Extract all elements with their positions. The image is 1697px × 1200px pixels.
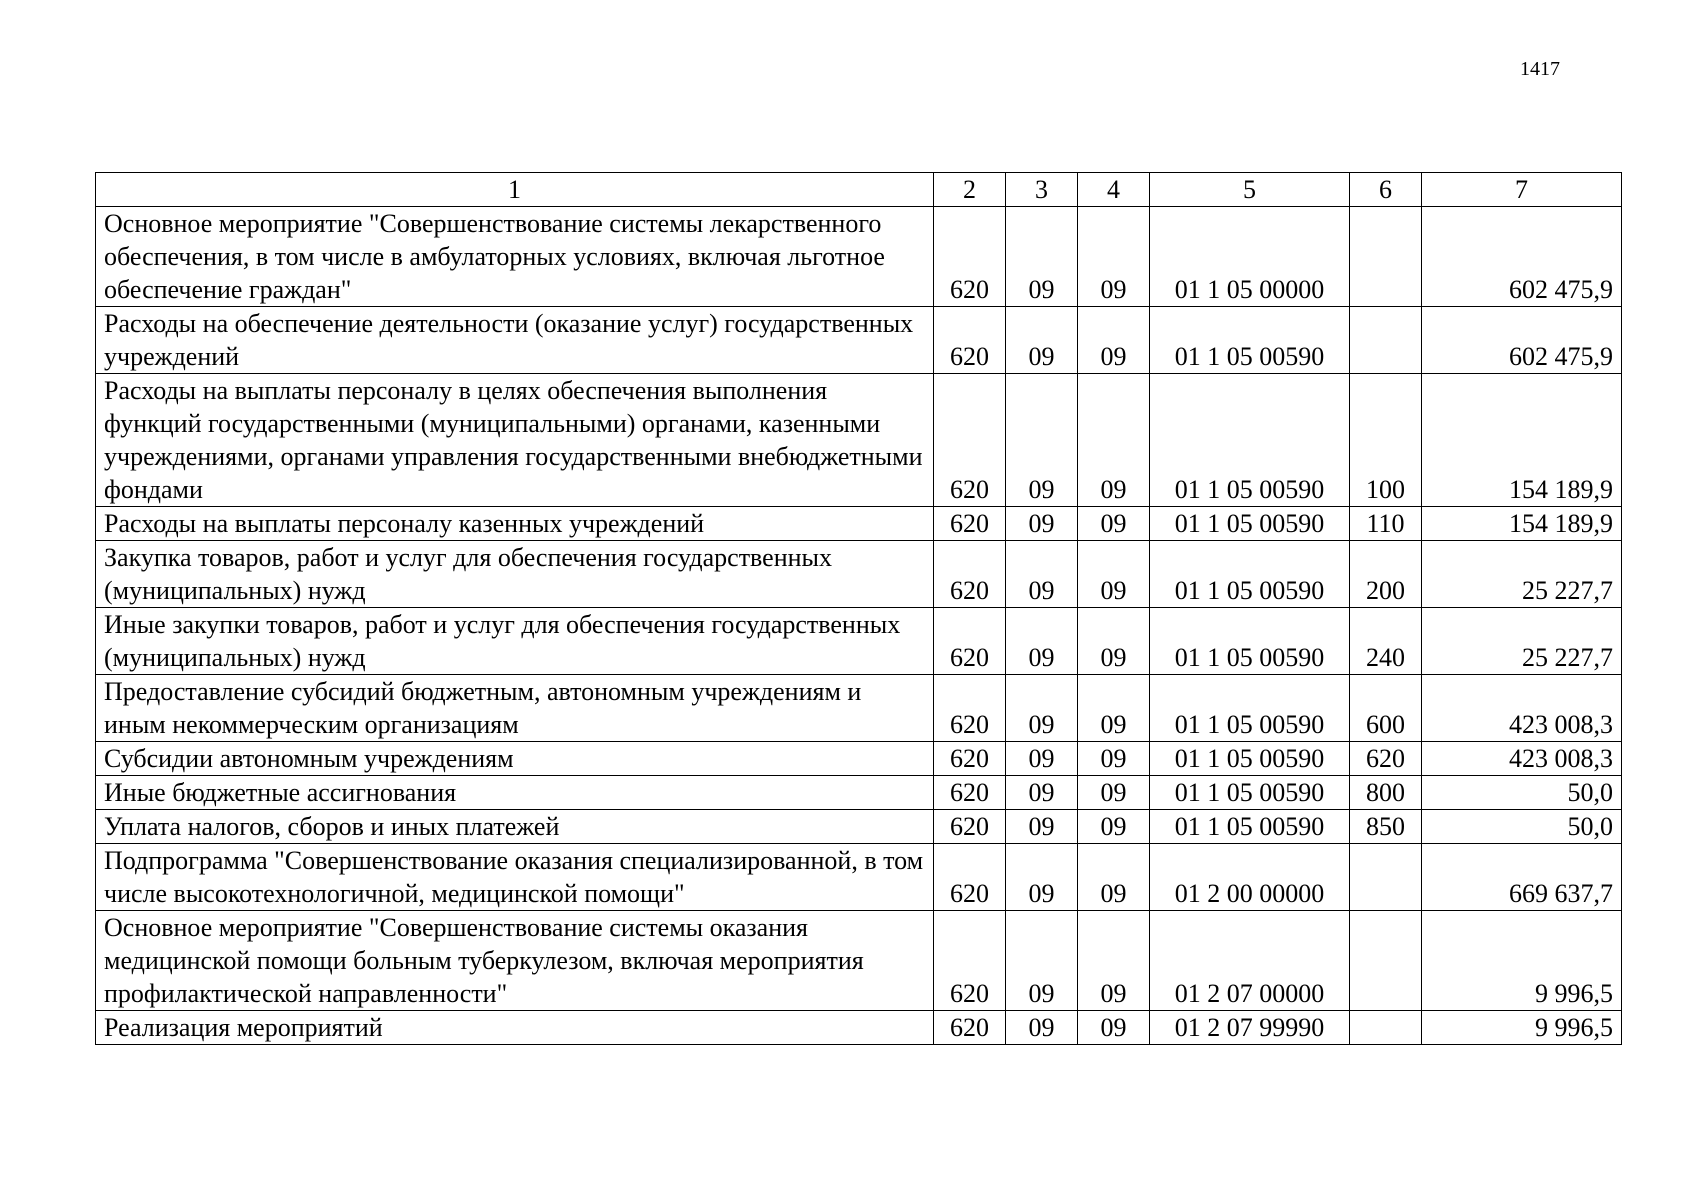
- row-name: Расходы на выплаты персоналу казенных учреждений: [96, 507, 934, 541]
- expense-type-code: 200: [1350, 541, 1422, 608]
- expense-type-code: [1350, 911, 1422, 1011]
- section-code: 09: [1006, 911, 1078, 1011]
- table-row: [96, 742, 1622, 776]
- ministry-code: 620: [934, 776, 1006, 810]
- section-code: 09: [1006, 742, 1078, 776]
- subsection-code: 09: [1078, 810, 1150, 844]
- table-row: [96, 844, 1622, 911]
- target-article-code: 01 1 05 00590: [1150, 374, 1350, 507]
- target-article-code: 01 1 05 00590: [1150, 608, 1350, 675]
- row-name: Иные закупки товаров, работ и услуг для обеспечения государственных (муниципальных) нужд: [96, 608, 934, 675]
- ministry-code: 620: [934, 742, 1006, 776]
- subsection-code: 09: [1078, 207, 1150, 307]
- ministry-code: 620: [934, 207, 1006, 307]
- ministry-code: 620: [934, 911, 1006, 1011]
- row-name: Реализация мероприятий: [96, 1011, 934, 1045]
- ministry-code: 620: [934, 675, 1006, 742]
- expense-type-code: 110: [1350, 507, 1422, 541]
- row-name: Закупка товаров, работ и услуг для обеспечения государственных (муниципальных) нужд: [96, 541, 934, 608]
- amount: 9 996,5: [1422, 911, 1622, 1011]
- section-code: 09: [1006, 307, 1078, 374]
- amount: 25 227,7: [1422, 608, 1622, 675]
- ministry-code: 620: [934, 307, 1006, 374]
- amount: 602 475,9: [1422, 307, 1622, 374]
- subsection-code: 09: [1078, 507, 1150, 541]
- expense-type-code: [1350, 1011, 1422, 1045]
- section-code: 09: [1006, 541, 1078, 608]
- amount: 669 637,7: [1422, 844, 1622, 911]
- column-header-2: 2: [934, 173, 1006, 207]
- subsection-code: 09: [1078, 374, 1150, 507]
- target-article-code: 01 1 05 00590: [1150, 675, 1350, 742]
- expense-type-code: 850: [1350, 810, 1422, 844]
- amount: 50,0: [1422, 810, 1622, 844]
- header-row: [96, 173, 1622, 207]
- column-header-5: 5: [1150, 173, 1350, 207]
- section-code: 09: [1006, 608, 1078, 675]
- amount: 423 008,3: [1422, 675, 1622, 742]
- table-row: [96, 307, 1622, 374]
- subsection-code: 09: [1078, 776, 1150, 810]
- column-header-3: 3: [1006, 173, 1078, 207]
- column-header-4: 4: [1078, 173, 1150, 207]
- budget-table: [95, 172, 1622, 1045]
- page-number: 1417: [1520, 58, 1560, 80]
- subsection-code: 09: [1078, 1011, 1150, 1045]
- table-row: [96, 608, 1622, 675]
- row-name: Основное мероприятие "Совершенствование системы оказания медицинской помощи больным туберкулезом, включая мероприятия профилактической направленности": [96, 911, 934, 1011]
- expense-type-code: 600: [1350, 675, 1422, 742]
- row-name: Подпрограмма "Совершенствование оказания специализированной, в том числе высокотехнологичной, медицинской помощи": [96, 844, 934, 911]
- column-header-6: 6: [1350, 173, 1422, 207]
- section-code: 09: [1006, 810, 1078, 844]
- expense-type-code: 620: [1350, 742, 1422, 776]
- ministry-code: 620: [934, 541, 1006, 608]
- amount: 423 008,3: [1422, 742, 1622, 776]
- target-article-code: 01 1 05 00590: [1150, 776, 1350, 810]
- row-name: Основное мероприятие "Совершенствование системы лекарственного обеспечения, в том числе в амбулаторных условиях, включая льготное обеспечение граждан": [96, 207, 934, 307]
- amount: 50,0: [1422, 776, 1622, 810]
- section-code: 09: [1006, 844, 1078, 911]
- table-row: [96, 675, 1622, 742]
- target-article-code: 01 2 00 00000: [1150, 844, 1350, 911]
- subsection-code: 09: [1078, 844, 1150, 911]
- table-row: [96, 374, 1622, 507]
- row-name: Расходы на выплаты персоналу в целях обеспечения выполнения функций государственными (муниципальными) органами, казенными учреждениями, органами управления государственными внебюджетными фондами: [96, 374, 934, 507]
- table-row: [96, 207, 1622, 307]
- subsection-code: 09: [1078, 307, 1150, 374]
- row-name: Субсидии автономным учреждениям: [96, 742, 934, 776]
- row-name: Расходы на обеспечение деятельности (оказание услуг) государственных учреждений: [96, 307, 934, 374]
- target-article-code: 01 2 07 00000: [1150, 911, 1350, 1011]
- amount: 602 475,9: [1422, 207, 1622, 307]
- table-row: [96, 911, 1622, 1011]
- section-code: 09: [1006, 675, 1078, 742]
- subsection-code: 09: [1078, 742, 1150, 776]
- table-row: [96, 1011, 1622, 1045]
- expense-type-code: 240: [1350, 608, 1422, 675]
- subsection-code: 09: [1078, 608, 1150, 675]
- target-article-code: 01 1 05 00590: [1150, 541, 1350, 608]
- ministry-code: 620: [934, 507, 1006, 541]
- target-article-code: 01 1 05 00590: [1150, 307, 1350, 374]
- subsection-code: 09: [1078, 541, 1150, 608]
- amount: 154 189,9: [1422, 507, 1622, 541]
- target-article-code: 01 1 05 00590: [1150, 742, 1350, 776]
- column-header-1: 1: [96, 173, 934, 207]
- table-row: [96, 507, 1622, 541]
- table-row: [96, 776, 1622, 810]
- table-row: [96, 810, 1622, 844]
- row-name: Уплата налогов, сборов и иных платежей: [96, 810, 934, 844]
- subsection-code: 09: [1078, 675, 1150, 742]
- expense-type-code: [1350, 307, 1422, 374]
- expense-type-code: 100: [1350, 374, 1422, 507]
- ministry-code: 620: [934, 810, 1006, 844]
- amount: 154 189,9: [1422, 374, 1622, 507]
- row-name: Предоставление субсидий бюджетным, автономным учреждениям и иным некоммерческим организациям: [96, 675, 934, 742]
- target-article-code: 01 1 05 00590: [1150, 810, 1350, 844]
- ministry-code: 620: [934, 374, 1006, 507]
- target-article-code: 01 1 05 00000: [1150, 207, 1350, 307]
- section-code: 09: [1006, 374, 1078, 507]
- section-code: 09: [1006, 1011, 1078, 1045]
- target-article-code: 01 1 05 00590: [1150, 507, 1350, 541]
- subsection-code: 09: [1078, 911, 1150, 1011]
- amount: 25 227,7: [1422, 541, 1622, 608]
- ministry-code: 620: [934, 844, 1006, 911]
- ministry-code: 620: [934, 1011, 1006, 1045]
- amount: 9 996,5: [1422, 1011, 1622, 1045]
- expense-type-code: [1350, 844, 1422, 911]
- section-code: 09: [1006, 776, 1078, 810]
- expense-type-code: 800: [1350, 776, 1422, 810]
- row-name: Иные бюджетные ассигнования: [96, 776, 934, 810]
- section-code: 09: [1006, 207, 1078, 307]
- table-row: [96, 541, 1622, 608]
- column-header-7: 7: [1422, 173, 1622, 207]
- section-code: 09: [1006, 507, 1078, 541]
- expense-type-code: [1350, 207, 1422, 307]
- target-article-code: 01 2 07 99990: [1150, 1011, 1350, 1045]
- ministry-code: 620: [934, 608, 1006, 675]
